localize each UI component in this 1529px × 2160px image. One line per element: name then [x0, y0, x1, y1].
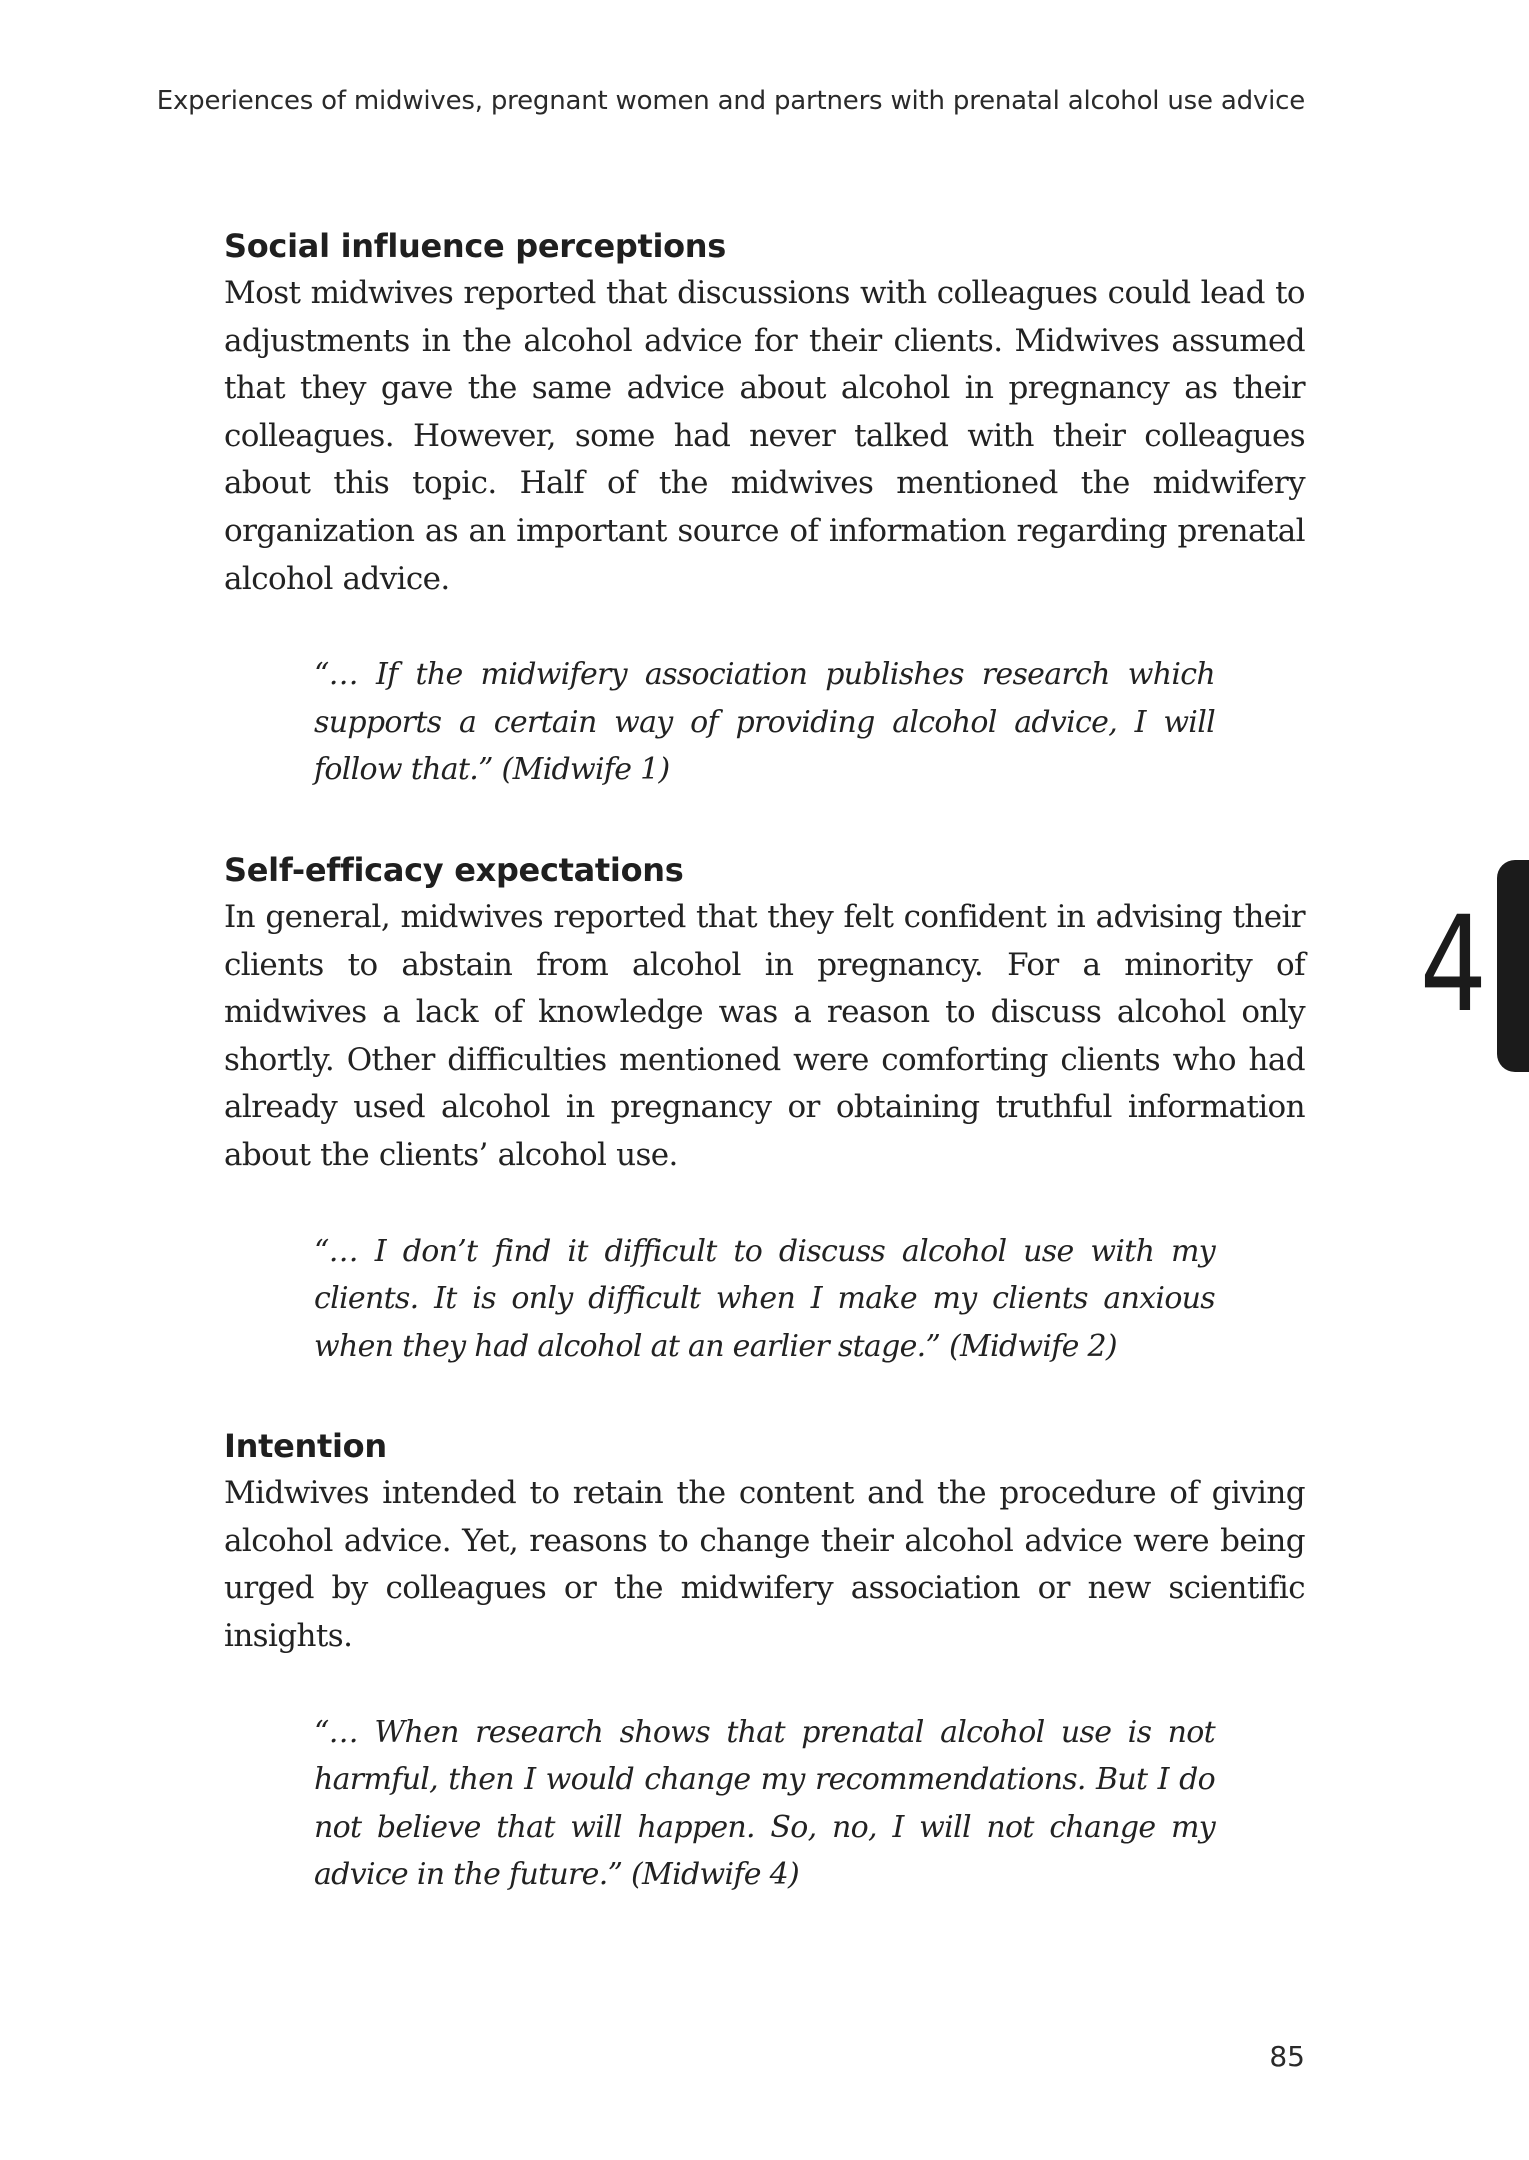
section-self-efficacy: [224, 846, 1305, 1370]
page-number: 85: [1269, 2040, 1305, 2073]
section-social-influence: [224, 222, 1305, 794]
section-heading: Social influence perceptions: [224, 227, 727, 265]
section-intention: [224, 1422, 1305, 1899]
block-quote: “… If the midwifery association publishes research which supports a certain way of providing alcohol advice, I will follow that.” (Midwife 1): [314, 657, 1215, 788]
body-paragraph: In general, midwives reported that they felt confident in advising their clients to abstain from alcohol in pregnancy. For a minority of midwives a lack of knowledge was a reason to discuss alcohol only shortly. Other difficulties mentioned were comforting clients who had already used alcohol in pregnancy or obtaining truthful information about the clients’ alcohol use.: [224, 898, 1305, 1173]
block-quote: “… When research shows that prenatal alcohol use is not harmful, then I would change my recommendations. But I do not believe that will happen. So, no, I will not change my advice in the future.” (Midwife 4): [314, 1714, 1215, 1893]
body-paragraph: Midwives intended to retain the content and the procedure of giving alcohol advice. Yet, reasons to change their alcohol advice were being urged by colleagues or the midwifery association or new scientific insights.: [224, 1475, 1305, 1655]
body-paragraph: Most midwives reported that discussions with colleagues could lead to adjustments in the alcohol advice for their clients. Midwives assumed that they gave the same advice about alcohol in pregnancy as their colleagues. However, some had never talked with their colleagues about this topic. Half of the midwives mentioned the midwifery organization as an important source of information regarding prenatal alcohol advice.: [224, 275, 1305, 597]
section-heading: Intention: [224, 1427, 387, 1466]
chapter-thumb-tab: [1497, 860, 1529, 1072]
page-content: [224, 222, 1305, 1899]
chapter-number: 4: [1419, 888, 1487, 1042]
block-quote: “… I don’t find it difficult to discuss alcohol use with my clients. It is only difficult when I make my clients anxious when they had alcohol at an earlier stage.” (Midwife 2): [314, 1233, 1215, 1364]
running-header: Experiences of midwives, pregnant women and partners with prenatal alcohol use advice: [156, 86, 1305, 116]
section-heading: Self-efficacy expectations: [224, 850, 684, 889]
